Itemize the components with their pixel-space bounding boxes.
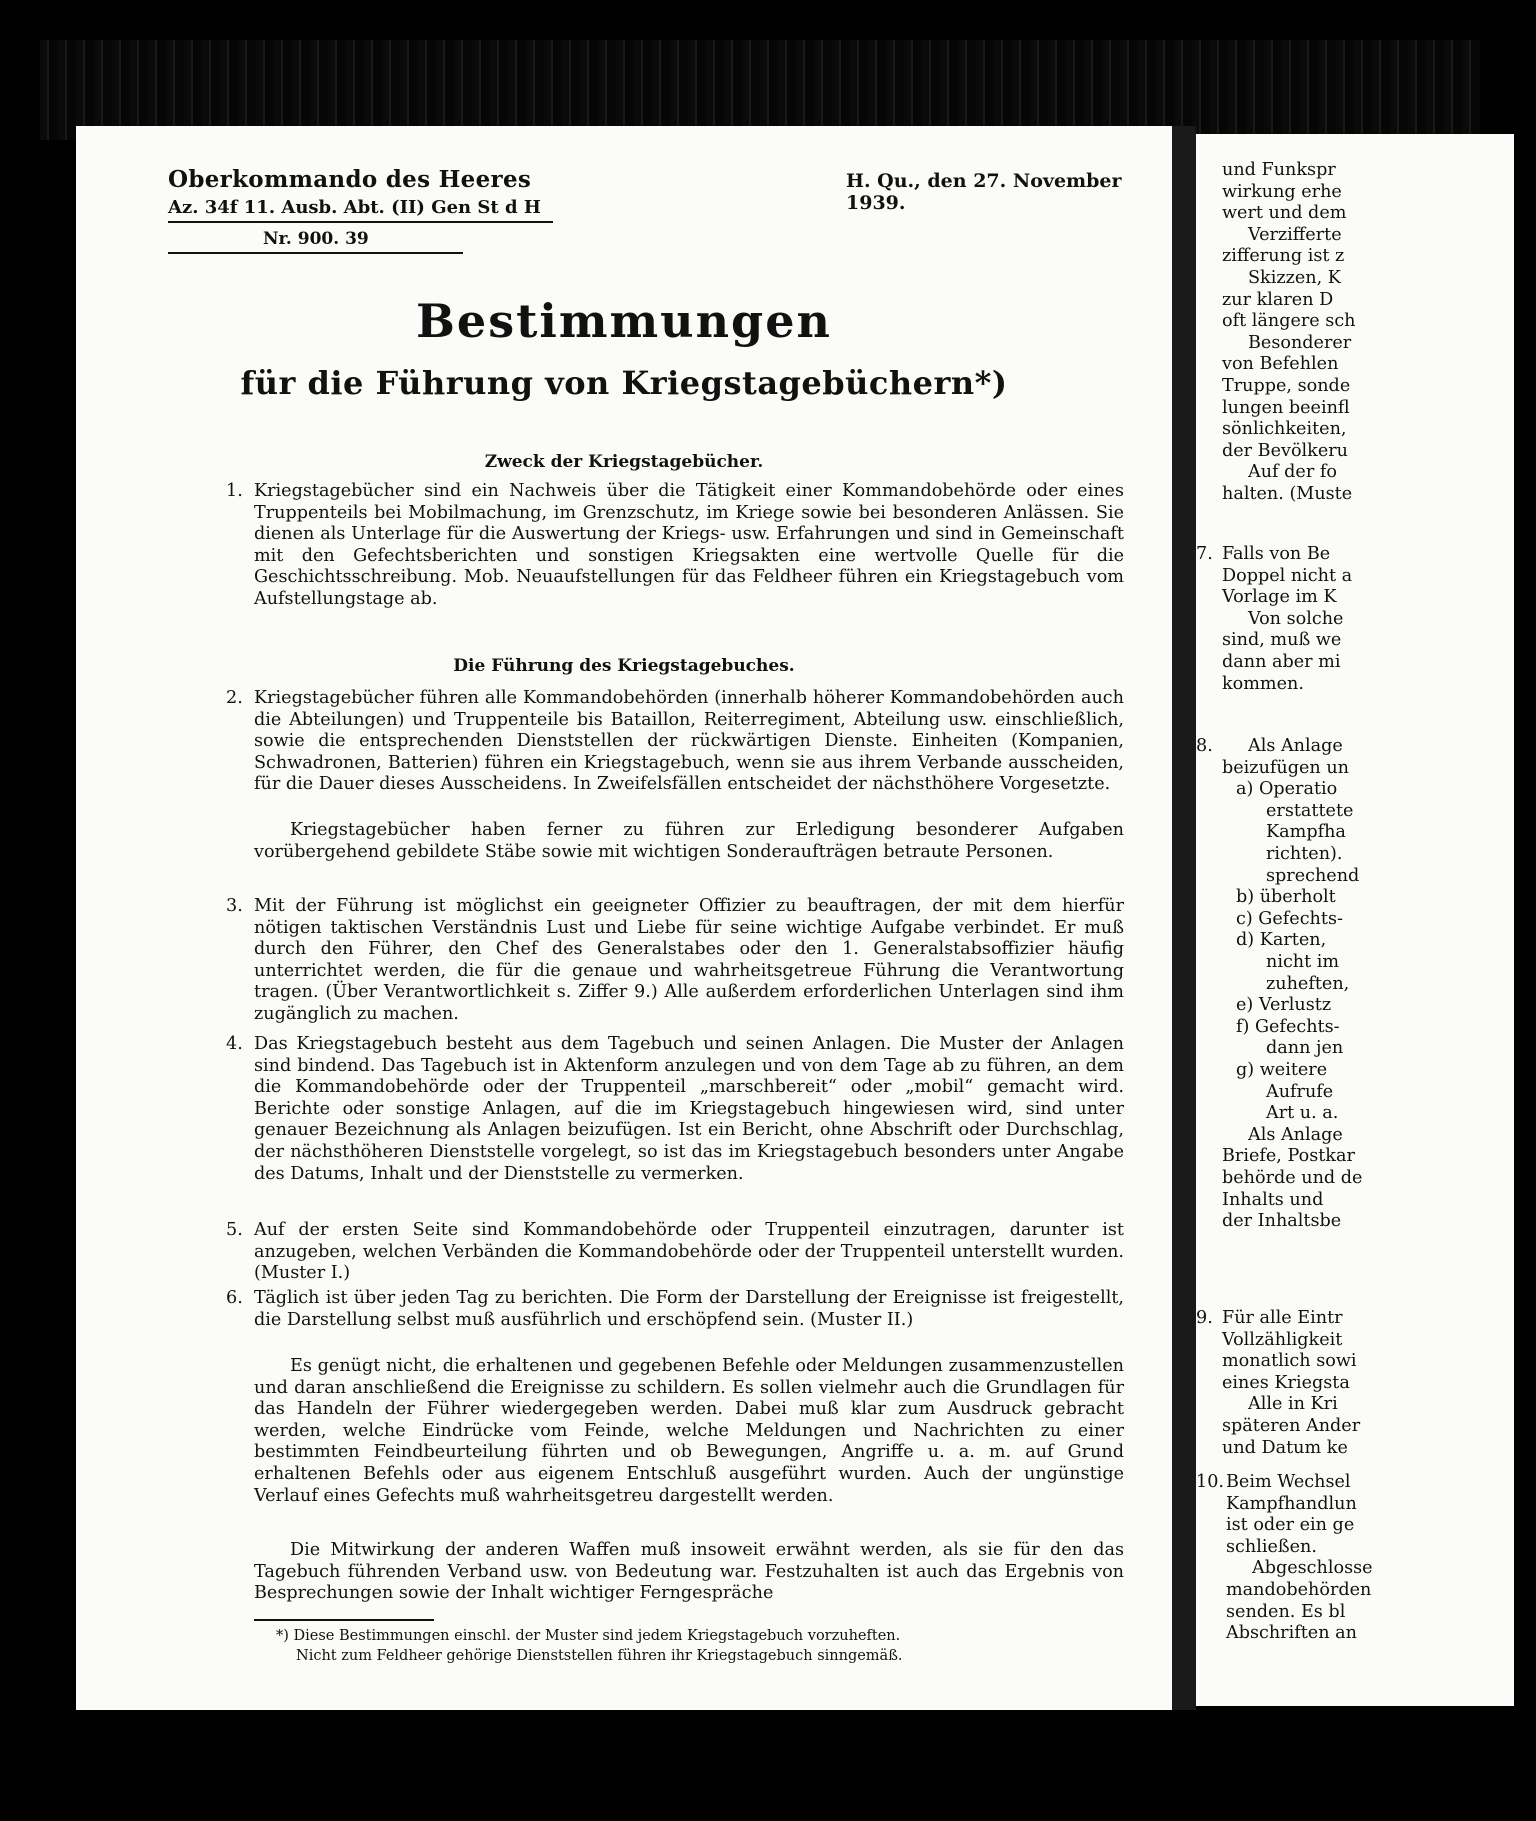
- right-page-line: dann aber mi: [1222, 652, 1341, 672]
- right-page-line: erstattete: [1266, 800, 1354, 821]
- right-page-line: kommen.: [1222, 673, 1304, 694]
- right-page-line: Aufrufe: [1266, 1081, 1334, 1102]
- right-page-line: e) Verlustz: [1236, 995, 1332, 1016]
- right-page-line: Für alle Eintr: [1222, 1308, 1343, 1328]
- right-page-line: Vorlage im K: [1222, 587, 1337, 608]
- right-page-line: c) Gefechts-: [1236, 908, 1343, 929]
- right-page-line: schließen.: [1226, 1536, 1317, 1557]
- document-number: Nr. 900. 39: [168, 229, 463, 254]
- film-edge-scratches: [40, 40, 1480, 140]
- book-gutter: [1172, 126, 1196, 1710]
- right-page-line: behörde und de: [1222, 1168, 1363, 1188]
- right-page-line: Briefe, Postkar: [1222, 1146, 1355, 1167]
- paragraph-number: 2.: [226, 688, 243, 708]
- right-page-line: monatlich sowi: [1222, 1351, 1357, 1372]
- right-page-line: Doppel nicht a: [1222, 565, 1353, 586]
- right-page-line: zur klaren D: [1222, 289, 1334, 310]
- right-page-line: b) überholt: [1236, 887, 1336, 908]
- right-page-fragment: [1196, 134, 1514, 1706]
- right-page-line: und Datum ke: [1222, 1437, 1348, 1458]
- paragraph-3: Mit der Führung ist möglichst ein geeigneter Offizier zu beauftragen, der mit dem hierfür nötigen taktischen Verständnis Lust und Liebe für seine wichtige Aufgabe verbindet. Er muß durch den Führer, den Chef des Generalstabes oder den 1. Generalstabsoffizier häufig unterrichtet werden, die für die genaue und wahrheitsgetreue Führung die Verantwortung tragen. (Über Verantwortlichkeit s. Ziffer 9.) Alle außerdem erforderlichen Unterlagen sind ihm zugänglich zu machen.: [254, 896, 1124, 1024]
- paragraph-1: Kriegstagebücher sind ein Nachweis über die Tätigkeit einer Kommandobehörde oder eines Truppenteils bei Mobilmachung, im Grenzschutz, im Kriege sowie bei besonderen Anlässen. Sie dienen als Unterlage für die Auswertung der Kriegs- usw. Erfahrungen und sind in Gemeinschaft mit den Gefechtsberichten und sonstigen Kriegsakten eine wertvolle Quelle für die Geschichtsschreibung. Mob. Neuaufstellungen für das Feldheer führen ein Kriegstagebuch vom Aufstellungstage ab.: [254, 481, 1124, 609]
- right-page-line: Auf der fo: [1248, 462, 1337, 483]
- right-page-line: der Bevölkeru: [1222, 440, 1348, 461]
- document-title: Bestimmungen: [416, 294, 832, 348]
- paragraph-number: 3.: [226, 896, 243, 916]
- right-page-line: der Inhaltsbe: [1222, 1211, 1342, 1232]
- right-page-line: zuheften,: [1266, 973, 1350, 994]
- right-page-line: f) Gefechts-: [1236, 1016, 1340, 1037]
- footnote-line-2: Nicht zum Feldheer gehörige Dienststellen führen ihr Kriegstagebuch sinngemäß.: [296, 1648, 903, 1664]
- paragraph-6-continued: Es genügt nicht, die erhaltenen und gegebenen Befehle oder Meldungen zusammenzustellen und daran anschließend die Ereignisse zu schildern. Es sollen vielmehr auch die Grundlagen für das Handeln der Führer wiedergegeben werden. Dabei muß klar zum Ausdruck gebracht werden, welche Eindrücke vom Feinde, welche Meldungen und Nachrichten zu einer bestimmten Feindbeurteilung führten und ob Bewegungen, Angriffe u. a. m. auf Grund erhaltenen Befehls oder aus eigenem Entschluß ausgeführt wurden. Auch der ungünstige Verlauf eines Gefechts muß wahrheitsgetreu dargestellt werden.: [254, 1356, 1124, 1506]
- right-page-line: von Befehlen: [1222, 354, 1339, 375]
- right-page-line: und Funkspr: [1222, 160, 1336, 180]
- right-page-line: mandobehörden: [1226, 1580, 1372, 1600]
- right-page-line: sprechend: [1266, 865, 1360, 886]
- right-page-line: Inhalts und: [1222, 1189, 1324, 1210]
- footnote-line-1: *) Diese Bestimmungen einschl. der Muster sind jedem Kriegstagebuch vorzuheften.: [276, 1628, 901, 1644]
- right-page-line: halten. (Muste: [1222, 484, 1353, 504]
- right-page-line: a) Operatio: [1236, 779, 1338, 800]
- right-page-line: Als Anlage: [1248, 1124, 1343, 1145]
- document-subtitle: für die Führung von Kriegstagebüchern*): [240, 364, 1008, 402]
- right-page-line: nicht im: [1266, 952, 1340, 972]
- right-page-line: g) weitere: [1236, 1060, 1328, 1080]
- right-page-line: Truppe, sonde: [1222, 376, 1351, 396]
- right-page-line: Verzifferte: [1248, 224, 1342, 245]
- right-page-line: richten).: [1266, 844, 1343, 864]
- paragraph-number: 8.: [1196, 736, 1213, 756]
- paragraph-6-continued-2: Die Mitwirkung der anderen Waffen muß insoweit erwähnt werden, als sie für den das Tagebuch führenden Verband usw. von Bedeutung war. Festzuhalten ist auch das Ergebnis von Besprechungen sowie der Inhalt wichtiger Ferngespräche: [254, 1540, 1124, 1604]
- paragraph-number: 4.: [226, 1034, 243, 1054]
- paragraph-number: 1.: [226, 481, 243, 501]
- paragraph-2-continued: Kriegstagebücher haben ferner zu führen zur Erledigung besonderer Aufgaben vorübergehend gebildete Stäbe sowie mit wichtigen Sonderaufträgen betraute Personen.: [254, 820, 1124, 862]
- right-page-line: Vollzähligkeit: [1222, 1329, 1343, 1350]
- right-page-line: späteren Ander: [1222, 1416, 1361, 1436]
- date-line: H. Qu., den 27. November 1939.: [846, 170, 1122, 214]
- right-page-line: zifferung ist z: [1222, 246, 1345, 267]
- right-page-line: dann jen: [1266, 1038, 1344, 1059]
- paragraph-number: 9.: [1196, 1308, 1213, 1328]
- right-page-line: Art u. a.: [1266, 1103, 1339, 1124]
- right-page-line: sönlichkeiten,: [1222, 419, 1347, 440]
- right-page-line: wirkung erhe: [1222, 181, 1342, 202]
- paragraph-4: Das Kriegstagebuch besteht aus dem Tagebuch und seinen Anlagen. Die Muster der Anlagen sind bindend. Das Tagebuch ist in Aktenform anzulegen und von dem Tage ab zu führen, an dem die Kommandobehörde oder der Truppenteil „marschbereit“ oder „mobil“ gemacht wird. Berichte oder sonstige Anlagen, auf die im Kriegstagebuch hingewiesen wird, sind unter genauer Bezeichnung als Anlagen beizufügen. Ist ein Bericht, ohne Abschrift oder Durchschlag, der nächsthöheren Dienststelle vorgelegt, so ist das im Kriegstagebuch besonders unter Angabe des Datums, Inhalt und der Dienststelle zu vermerken.: [254, 1034, 1124, 1184]
- paragraph-number: 6.: [226, 1288, 243, 1308]
- right-page-line: Kampfha: [1266, 822, 1346, 843]
- right-page-line: Falls von Be: [1222, 544, 1331, 564]
- footnote-rule: [254, 1619, 434, 1621]
- section-heading-purpose: Zweck der Kriegstagebücher.: [484, 452, 764, 472]
- right-page-line: beizufügen un: [1222, 757, 1350, 778]
- letterhead: [168, 166, 553, 254]
- file-reference: Az. 34f 11. Ausb. Abt. (II) Gen St d H: [168, 197, 553, 223]
- right-page-line: senden. Es bl: [1226, 1601, 1346, 1622]
- right-page-line: Alle in Kri: [1248, 1394, 1338, 1415]
- right-page-line: ist oder ein ge: [1226, 1515, 1355, 1536]
- section-heading-keeping: Die Führung des Kriegstagebuches.: [453, 656, 795, 676]
- paragraph-number: 10.: [1196, 1472, 1224, 1492]
- issuer: Oberkommando des Heeres: [168, 166, 532, 193]
- left-page: [76, 126, 1175, 1710]
- right-page-line: wert und dem: [1222, 203, 1347, 224]
- paragraph-5: Auf der ersten Seite sind Kommandobehörde oder Truppenteil einzutragen, darunter ist anzugeben, welchen Verbänden die Kommandobehörde oder der Truppenteil unterstellt wurden. (Muster I.): [254, 1220, 1124, 1284]
- right-page-line: sind, muß we: [1222, 630, 1342, 651]
- right-page-line: Skizzen, K: [1248, 268, 1341, 288]
- right-page-line: Als Anlage: [1248, 736, 1343, 756]
- right-page-line: oft längere sch: [1222, 311, 1356, 332]
- right-page-line: Abgeschlosse: [1252, 1558, 1373, 1579]
- right-page-line: Abschriften an: [1226, 1623, 1357, 1644]
- paragraph-number: 5.: [226, 1220, 243, 1240]
- right-page-line: eines Kriegsta: [1222, 1372, 1350, 1393]
- paragraph-6: Täglich ist über jeden Tag zu berichten. Die Form der Darstellung der Ereignisse ist freigestellt, die Darstellung selbst muß ausführlich und erschöpfend sein. (Muster II.): [254, 1288, 1124, 1330]
- right-page-line: Von solche: [1248, 608, 1344, 629]
- right-page-line: lungen beeinfl: [1222, 397, 1350, 418]
- right-page-line: d) Karten,: [1236, 930, 1327, 951]
- right-page-line: Besonderer: [1248, 332, 1352, 353]
- paragraph-2: Kriegstagebücher führen alle Kommandobehörden (innerhalb höherer Kommandobehörden auch die Abteilungen) und Truppenteile bis Bataillon, Reiterregiment, Abteilung usw. einschließlich, sowie die entsprechenden Dienststellen der rückwärtigen Dienste. Einheiten (Kompanien, Schwadronen, Batterien) führen ein Kriegstagebuch, wenn sie aus ihrem Verbande ausscheiden, für die Dauer dieses Ausscheidens. In Zweifelsfällen entscheidet der nächsthöhere Vorgesetzte.: [254, 688, 1124, 795]
- paragraph-number: 7.: [1196, 544, 1213, 564]
- right-page-line: Kampfhandlun: [1226, 1493, 1357, 1514]
- right-page-line: Beim Wechsel: [1226, 1472, 1351, 1492]
